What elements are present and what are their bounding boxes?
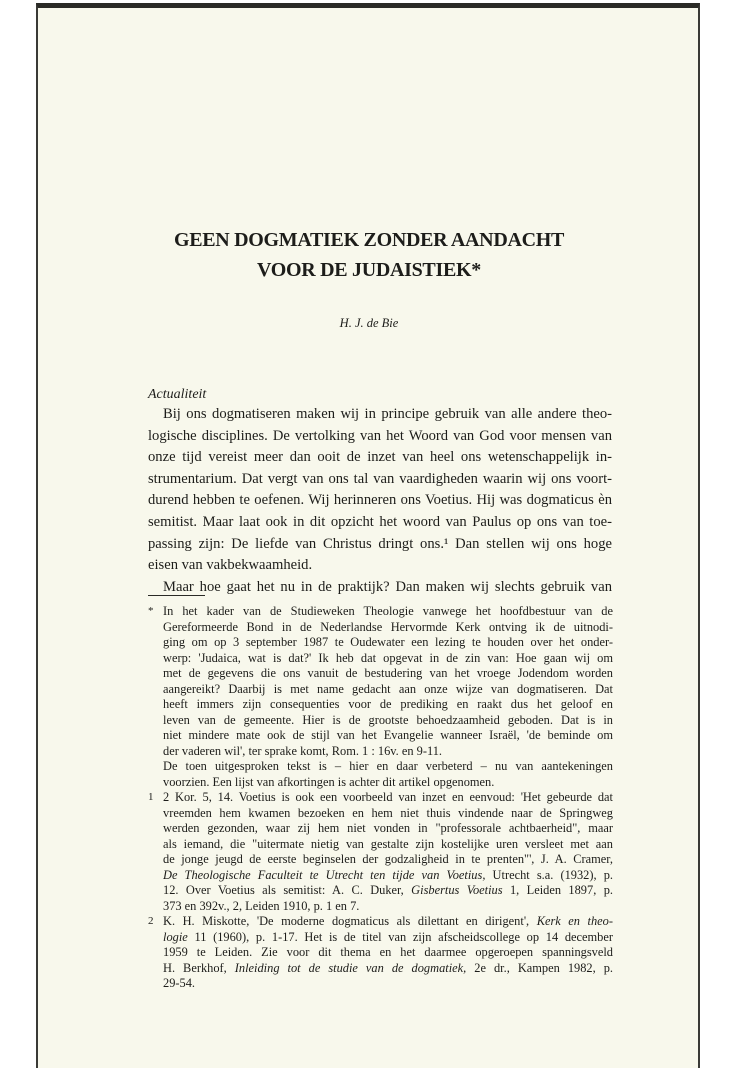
footnote-text: ging om op 3 september 1987 te Oudewater een lezing te houden over het onder-	[163, 635, 613, 649]
footnote-text: der vaderen wil', ter sprake komt, Rom. 1 : 16v. en 9-11.	[163, 743, 442, 758]
footnote-text: aangereikt? Daarbij is met name gedacht aan onze wijze van dogmatiseren. Dat	[163, 681, 613, 696]
italic-citation: logie	[163, 929, 188, 944]
footnote-line	[163, 728, 613, 744]
footnote-line	[163, 961, 613, 977]
body-line: eisen van vakbekwaamheid.	[148, 557, 313, 574]
footnote-text: 373 en 392v., 2, Leiden 1910, p. 1 en 7.	[163, 898, 360, 913]
body-line: strumentarium. Dat vergt van ons tal van vaardigheden waarin wij ons voort-	[148, 470, 612, 487]
footnote-text: de jonge jeugd de eerste beginselen der godzaligheid in te prenten"', J. A. Cramer,	[163, 852, 613, 866]
footnote-marker: 1	[148, 791, 154, 803]
footnote-line	[163, 883, 613, 899]
italic-citation: Kerk en theo-	[536, 914, 613, 928]
section-heading: Actualiteit	[148, 387, 207, 402]
footnote	[148, 914, 613, 992]
footnote-text: 1, Leiden 1897, p.	[502, 883, 613, 897]
footnote-line	[163, 914, 613, 930]
footnote-text: H. Berkhof,	[163, 960, 235, 975]
footnote-line	[163, 697, 613, 713]
footnote-line	[163, 744, 613, 760]
footnote-text: heeft immers zijn consequenties voor de prediking en raakt dus het geloof en	[163, 697, 613, 711]
footnote-text: met de gegevens die ons vanuit de bestudering van het vroege Jodendom worden	[163, 666, 613, 680]
footnote-line	[163, 945, 613, 961]
footnote-line	[163, 821, 613, 837]
body-line: onze tijd vereist meer dan ooit de inzet van heel ons wetenschappelijk in-	[148, 449, 612, 466]
body-line: semitist. Maar laat ook in dit opzicht het woord van Paulus op ons van toe-	[148, 513, 612, 530]
footnote-text: 2 Kor. 5, 14. Voetius is ook een voorbeeld van inzet en eenvoud: 'Het gebeurde dat	[163, 790, 613, 804]
footnote-text: 2e dr., Kampen 1982, p.	[466, 960, 613, 975]
body-text	[148, 404, 612, 598]
footnote-text: K. H. Miskotte, 'De moderne dogmaticus als dilettant en dirigent',	[163, 914, 537, 928]
footnote-text: Gereformeerde Bond in de Nederlandse Hervormde Kerk ontving ik de uitnodi-	[163, 619, 613, 634]
footnote-text: 11 (1960), p. 1-17. Het is de titel van zijn afscheidscollege op 14 december	[187, 929, 613, 944]
footnote-line	[163, 868, 613, 884]
footnote-text: Utrecht s.a. (1932), p.	[485, 867, 613, 882]
footnote-marker: *	[148, 605, 154, 617]
footnote-line	[163, 899, 613, 915]
footnote-line	[163, 790, 613, 806]
body-line: passing zijn: De liefde van Christus dringt ons.¹ Dan stellen wij ons hoge	[148, 535, 612, 552]
italic-citation: Inleiding tot de studie van de dogmatiek,	[234, 960, 467, 975]
footnote-line	[163, 620, 613, 636]
footnote	[148, 604, 613, 790]
footnote-line	[163, 682, 613, 698]
footnote-text: werden gezonden, waar zij hem niet vonden in "professorale achtbaerheid", maar	[163, 821, 613, 835]
footnote-text: 29-54.	[163, 976, 196, 990]
footnote-line	[163, 759, 613, 775]
footnote-marker: 2	[148, 915, 154, 927]
author: H. J. de Bie	[339, 316, 399, 330]
article-title-line-1: GEEN DOGMATIEK ZONDER AANDACHT	[173, 229, 565, 251]
body-line: Bij ons dogmatiseren maken wij in principe gebruik van alle andere theo-	[163, 406, 612, 422]
footnote-text: werp: 'Judaica, wat is dat?' Ik heb dat opgevat in de zin van: Hoe gaan wij om	[163, 650, 613, 665]
body-line: logische disciplines. De vertolking van het Woord van God voor mensen van	[148, 427, 612, 444]
footnote-text: In het kader van de Studieweken Theologie vanwege het hoofdbestuur van de	[163, 604, 613, 618]
footnote-line	[163, 837, 613, 853]
body-line: durend hebben te oefenen. Wij herinneren ons Voetius. Hij was dogmaticus èn	[148, 492, 612, 509]
footnote-text: leven van de gemeente. Hier is de grootste behoedzaamheid geboden. Dat is in	[163, 712, 613, 727]
footnote-line	[163, 713, 613, 729]
footnote-line	[163, 976, 613, 992]
footnote-line	[163, 666, 613, 682]
body-line: Maar hoe gaat het nu in de praktijk? Dan maken wij slechts gebruik van	[163, 578, 612, 595]
footnote	[148, 790, 613, 914]
footnote-line	[163, 775, 613, 791]
footnote-text: De toen uitgesproken tekst is – hier en daar verbeterd – nu van aantekeningen	[163, 759, 613, 773]
footnote-line	[163, 651, 613, 667]
footnote-text: niet mindere mate ook de stijl van het Evangelie wanneer Israël, 'de beminde om	[163, 728, 613, 742]
italic-citation: Gisbertus Voetius	[411, 883, 503, 897]
footnote-text: als iemand, die "uitermate nietig van gestalte zijn kostelijke uren versleet met aan	[163, 836, 613, 851]
footnotes	[148, 604, 613, 992]
footnote-text: 12. Over Voetius als semitist: A. C. Duker,	[163, 883, 412, 897]
footnote-line	[163, 852, 613, 868]
footnote-line	[163, 930, 613, 946]
footnote-divider	[148, 595, 205, 596]
footnote-line	[163, 806, 613, 822]
footnote-text: voorzien. Een lijst van afkortingen is achter dit artikel opgenomen.	[163, 774, 495, 789]
footnote-line	[163, 635, 613, 651]
italic-citation: De Theologische Faculteit te Utrecht ten tijde van Voetius,	[163, 867, 486, 882]
footnote-line	[163, 604, 613, 620]
footnote-text: vreemden hem kwamen bezoeken en hem niet thuis vindende naar de Springweg	[163, 805, 613, 820]
footnote-text: 1959 te Leiden. Zie voor dit thema en het daarmee opgeroepen spanningsveld	[163, 945, 613, 959]
article-title-line-2: VOOR DE JUDAISTIEK*	[257, 259, 481, 281]
